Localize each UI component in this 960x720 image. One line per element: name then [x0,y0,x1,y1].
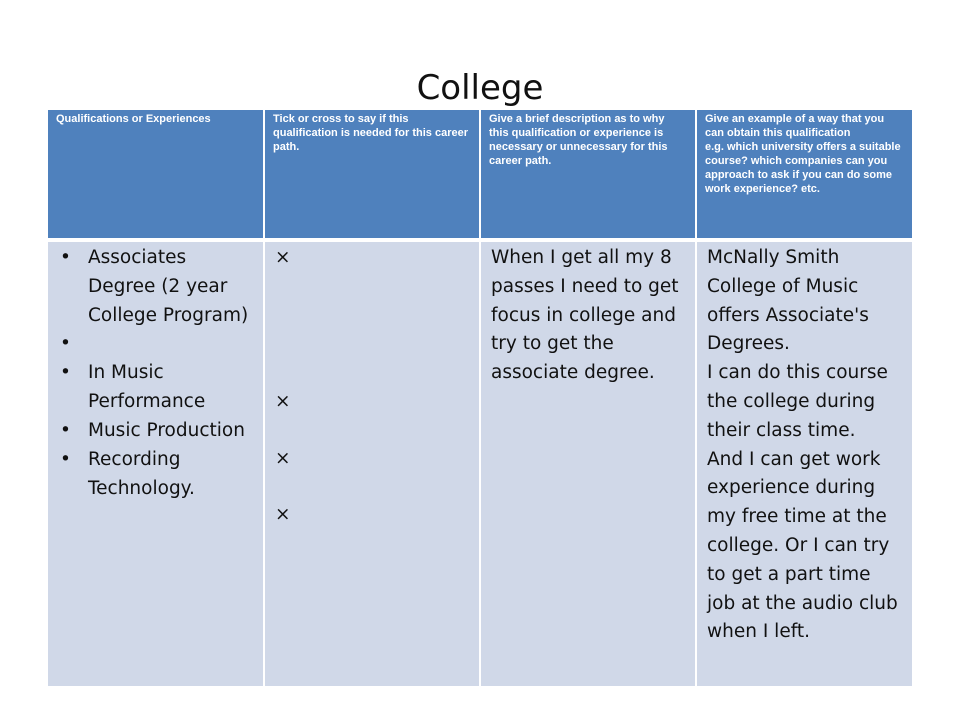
cross-mark: × [275,247,291,268]
header-tick-or-cross: Tick or cross to say if this qualification is needed for this career path. [264,110,480,240]
qualifications-table [48,110,912,686]
qualifications-cell [48,240,264,686]
qualifications-list [58,244,253,503]
marks-cell [264,240,480,686]
header-qualifications: Qualifications or Experiences [48,110,264,240]
cross-mark: × [275,390,291,412]
example-cell [696,240,912,686]
list-item: • Associates Degree (2 year College Program) [58,244,253,330]
cross-mark: × [275,447,291,469]
example-text: McNally Smith College of Music offers Associate's Degrees. I can do this course the college during their class time. And I can get work experience during my free time at the college. Or I can try to get a part time job at the audio club when I left. [707,247,898,643]
list-item: • Music Production [58,417,253,446]
list-item: • Recording Technology. [58,446,253,504]
header-example: Give an example of a way that you can obtain this qualification e.g. which university offers a suitable course? which companies can you approach to ask if you can do some work experience? etc. [696,110,912,240]
list-spacer [58,330,253,359]
header-row [48,110,912,240]
cross-mark: × [275,504,291,526]
slide-title: College [416,68,544,108]
list-item: • In Music Performance [58,359,253,417]
description-cell [480,240,696,686]
content-row [48,240,912,686]
header-description: Give a brief description as to why this qualification or experience is necessary or unnecessary for this career path. [480,110,696,240]
description-text: When I get all my 8 passes I need to get focus in college and try to get the associate degree. [491,247,679,384]
